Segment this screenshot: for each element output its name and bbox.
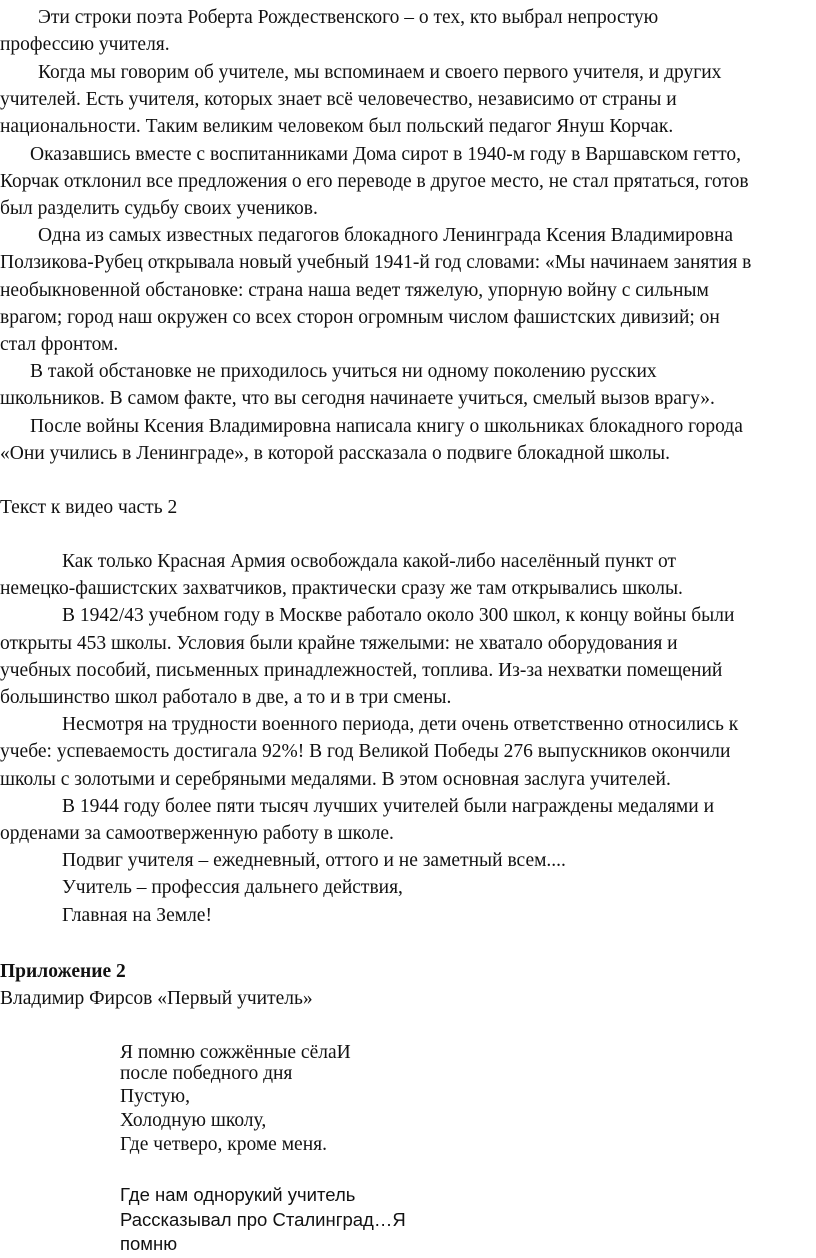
text-line: Когда мы говорим об учителе, мы вспоминаем и своего первого учителя, и других bbox=[38, 62, 722, 83]
text-line: Одна из самых известных педагогов блокадного Ленинграда Ксения Владимировна bbox=[38, 225, 734, 246]
text-line: профессию учителя. bbox=[0, 34, 170, 55]
text-line: После войны Ксения Владимировна написала книгу о школьниках блокадного города bbox=[30, 416, 743, 437]
text-line: В 1944 году более пяти тысяч лучших учителей были награждены медалями и bbox=[62, 796, 715, 817]
text-line: Эти строки поэта Роберта Рождественского – о тех, кто выбрал непростую bbox=[38, 7, 659, 28]
text-line: школы с золотыми и серебряными медалями. В этом основная заслуга учителей. bbox=[0, 769, 671, 790]
text-line: В такой обстановке не приходилось учиться ни одному поколению русских bbox=[30, 361, 657, 382]
text-line: учебных пособий, письменных принадлежностей, топлива. Из-за нехватки помещений bbox=[0, 660, 723, 681]
poem-line: помню bbox=[120, 1233, 178, 1254]
poem-line: Где нам однорукий учитель bbox=[120, 1184, 356, 1205]
poem-line: Рассказывал про Сталинград…Я bbox=[120, 1209, 406, 1230]
text-line: Учитель – профессия дальнего действия, bbox=[62, 877, 403, 898]
text-line: «Они учились в Ленинграде», в которой рассказала о подвиге блокадной школы. bbox=[0, 443, 670, 464]
text-line: Оказавшись вместе с воспитанниками Дома сирот в 1940-м году в Варшавском гетто, bbox=[30, 144, 741, 165]
text-line: стал фронтом. bbox=[0, 334, 119, 355]
text-line: национальности. Таким великим человеком был польский педагог Януш Корчак. bbox=[0, 116, 674, 137]
text-line: открыты 453 школы. Условия были крайне тяжелыми: не хватало оборудования и bbox=[0, 633, 678, 654]
text-line: учебе: успеваемость достигала 92%! В год Великой Победы 276 выпускников окончили bbox=[0, 741, 731, 762]
text-line: В 1942/43 учебном году в Москве работало около 300 школ, к концу войны были bbox=[62, 605, 735, 626]
poem-line: Холодную школу, bbox=[120, 1110, 267, 1131]
poem-line: Я помню сожжённые сёлаИ bbox=[120, 1042, 351, 1063]
text-line: большинство школ работало в две, а то и в три смены. bbox=[0, 687, 452, 708]
poem-line: Где четверо, кроме меня. bbox=[120, 1134, 327, 1155]
text-line: школьников. В самом факте, что вы сегодня начинаете учиться, смелый вызов врагу». bbox=[0, 388, 715, 409]
text-line: Как только Красная Армия освобождала какой-либо населённый пункт от bbox=[62, 551, 677, 572]
poem-title: Владимир Фирсов «Первый учитель» bbox=[0, 988, 313, 1009]
text-line: Подвиг учителя – ежедневный, оттого и не заметный всем.... bbox=[62, 850, 566, 871]
text-line: необыкновенной обстановке: страна наша ведет тяжелую, упорную войну с сильным bbox=[0, 280, 709, 301]
section-heading: Текст к видео часть 2 bbox=[0, 497, 178, 518]
appendix-heading: Приложение 2 bbox=[0, 961, 126, 982]
text-line: учителей. Есть учителя, которых знает всё человечество, независимо от страны и bbox=[0, 89, 677, 110]
text-line: немецко-фашистских захватчиков, практически сразу же там открывались школы. bbox=[0, 578, 683, 599]
text-line: Несмотря на трудности военного периода, дети очень ответственно относились к bbox=[62, 714, 739, 735]
text-line: Ползикова-Рубец открывала новый учебный 1941-й год словами: «Мы начинаем занятия в bbox=[0, 252, 752, 273]
text-line: был разделить судьбу своих учеников. bbox=[0, 198, 318, 219]
text-line: врагом; город наш окружен со всех сторон огромным числом фашистских дивизий; он bbox=[0, 307, 720, 328]
text-line: орденами за самоотверженную работу в школе. bbox=[0, 823, 394, 844]
text-line: Корчак отклонил все предложения о его переводе в другое место, не стал прятаться, готов bbox=[0, 171, 749, 192]
poem-line: Пустую, bbox=[120, 1086, 190, 1107]
poem-line: после победного дня bbox=[120, 1063, 293, 1084]
text-line: Главная на Земле! bbox=[62, 905, 212, 926]
